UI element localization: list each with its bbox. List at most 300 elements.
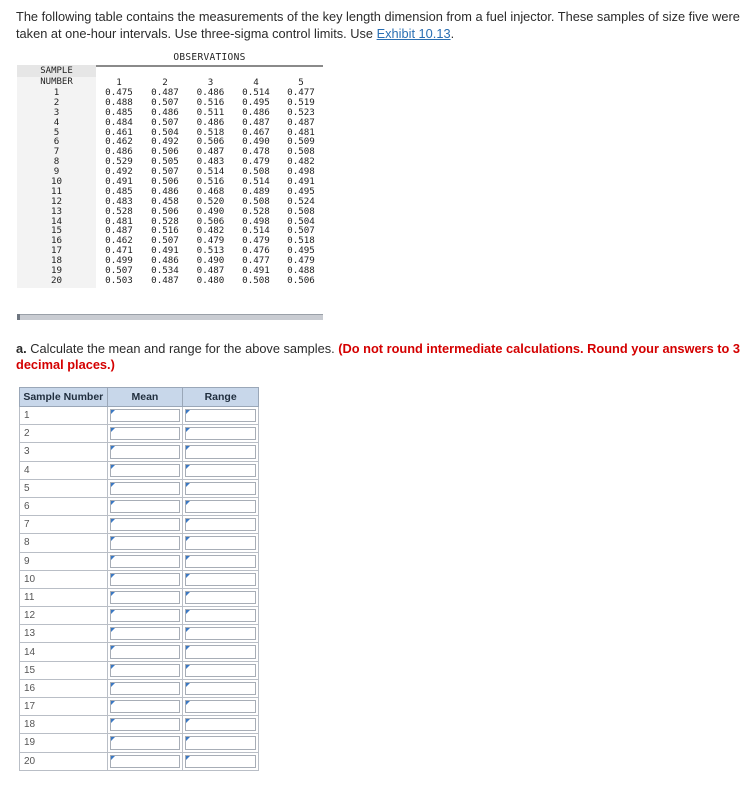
mean-input[interactable] [110, 591, 181, 604]
range-input[interactable] [185, 482, 256, 495]
answer-sample-number: 9 [20, 552, 108, 570]
observation-value: 0.508 [287, 205, 315, 217]
range-input[interactable] [185, 664, 256, 677]
observation-value: 0.479 [242, 156, 270, 168]
mean-input-cell [107, 461, 183, 479]
answer-sample-number: 6 [20, 497, 108, 515]
input-corner-marker [186, 556, 190, 560]
table-scrollbar[interactable] [17, 314, 323, 320]
observation-value: 0.489 [242, 185, 270, 197]
sample-number: 17 [50, 245, 63, 257]
observation-value: 0.468 [196, 185, 225, 197]
observation-value: 0.479 [196, 235, 225, 247]
observation-value: 0.514 [242, 176, 270, 188]
observation-row [17, 276, 323, 286]
observation-value: 0.498 [242, 215, 270, 227]
answer-row [20, 607, 259, 625]
observation-value: 0.477 [242, 255, 270, 267]
answer-sample-number: 18 [20, 716, 108, 734]
sample-label-line2: NUMBER [40, 77, 73, 87]
range-input-cell [183, 570, 259, 588]
observation-value: 0.528 [105, 205, 133, 217]
input-corner-marker [111, 665, 115, 669]
intro-end: . [450, 26, 455, 41]
column-label: 1 [116, 77, 122, 88]
observation-value: 0.513 [196, 245, 225, 257]
intro-text: The following table contains the measurements of the key length dimension from a fuel injector. These samples of size five were taken at one-hour intervals. Use three-sigma control limits. Use [16, 9, 740, 41]
sample-number: 5 [53, 126, 60, 138]
observation-value: 0.514 [242, 87, 270, 98]
observation-value: 0.507 [151, 96, 179, 108]
answer-row [20, 570, 259, 588]
header-sample-number: Sample Number [20, 388, 108, 407]
problem-intro [16, 8, 741, 42]
mean-input-cell [107, 734, 183, 752]
range-input[interactable] [185, 536, 256, 549]
observation-value: 0.462 [105, 235, 133, 247]
range-input[interactable] [185, 609, 256, 622]
mean-input[interactable] [110, 609, 181, 622]
mean-input-cell [107, 607, 183, 625]
sample-number: 4 [53, 116, 60, 128]
answer-sample-number: 17 [20, 698, 108, 716]
observation-value: 0.481 [105, 215, 133, 227]
observation-value: 0.524 [287, 195, 315, 207]
observation-value: 0.516 [196, 96, 225, 108]
observation-value: 0.486 [196, 87, 225, 98]
input-corner-marker [186, 719, 190, 723]
input-corner-marker [186, 665, 190, 669]
mean-input[interactable] [110, 755, 181, 768]
observation-value: 0.508 [287, 146, 315, 158]
observation-value: 0.487 [287, 116, 315, 128]
mean-input[interactable] [110, 682, 181, 695]
observation-value: 0.498 [287, 166, 315, 178]
range-input-cell [183, 443, 259, 461]
range-input-cell [183, 607, 259, 625]
mean-input-cell [107, 516, 183, 534]
mean-input-cell [107, 698, 183, 716]
range-input[interactable] [185, 573, 256, 586]
observation-value: 0.482 [196, 225, 225, 237]
observation-value: 0.507 [151, 235, 179, 247]
range-input-cell [183, 425, 259, 443]
exhibit-link[interactable]: Exhibit 10.13 [376, 26, 451, 41]
column-label: 2 [162, 77, 168, 88]
range-input-cell [183, 625, 259, 643]
mean-input[interactable] [110, 700, 181, 713]
observation-value: 0.507 [151, 166, 179, 178]
input-corner-marker [111, 428, 115, 432]
observation-value: 0.492 [105, 166, 133, 178]
range-input-cell [183, 752, 259, 770]
input-corner-marker [186, 610, 190, 614]
observation-value: 0.507 [287, 225, 315, 237]
observation-value: 0.504 [151, 126, 179, 138]
observation-value: 0.487 [151, 87, 179, 98]
observation-value: 0.508 [242, 274, 270, 286]
range-input-cell [183, 661, 259, 679]
mean-input[interactable] [110, 573, 181, 586]
range-input[interactable] [185, 645, 256, 658]
input-corner-marker [186, 701, 190, 705]
observation-value: 0.508 [242, 195, 270, 207]
mean-input-cell [107, 552, 183, 570]
observation-value: 0.486 [151, 185, 179, 197]
observation-value: 0.506 [196, 215, 225, 227]
answer-row [20, 716, 259, 734]
header-mean: Mean [107, 388, 183, 407]
input-corner-marker [111, 719, 115, 723]
sample-number: 8 [53, 156, 60, 168]
observation-value: 0.479 [287, 255, 315, 267]
answer-sample-number: 19 [20, 734, 108, 752]
observation-value: 0.518 [196, 126, 225, 138]
mean-input[interactable] [110, 645, 181, 658]
range-input-cell [183, 588, 259, 606]
range-input[interactable] [185, 700, 256, 713]
answer-sample-number: 5 [20, 479, 108, 497]
range-input-cell [183, 407, 259, 425]
observation-value: 0.529 [105, 156, 133, 168]
input-corner-marker [111, 756, 115, 760]
sample-number: 10 [50, 176, 63, 188]
range-input-cell [183, 479, 259, 497]
observation-value: 0.487 [242, 116, 270, 128]
column-label: 3 [207, 77, 214, 88]
observation-value: 0.490 [196, 205, 225, 217]
observation-value: 0.471 [105, 245, 133, 257]
answer-sample-number: 16 [20, 679, 108, 697]
input-corner-marker [111, 683, 115, 687]
mean-input-cell [107, 570, 183, 588]
sample-number: 3 [53, 106, 60, 118]
observations-header: OBSERVATIONS [173, 52, 246, 63]
sample-number: 9 [53, 166, 60, 178]
observation-value: 0.516 [151, 225, 179, 237]
answer-sample-number: 8 [20, 534, 108, 552]
range-input-cell [183, 497, 259, 515]
mean-input[interactable] [110, 664, 181, 677]
question-text: Calculate the mean and range for the above samples. [26, 341, 339, 356]
range-input-cell [183, 734, 259, 752]
input-corner-marker [186, 683, 190, 687]
observation-value: 0.506 [151, 205, 179, 217]
observation-value: 0.487 [196, 146, 225, 158]
observation-value: 0.485 [105, 106, 133, 118]
observation-value: 0.491 [151, 245, 179, 257]
mean-input[interactable] [110, 500, 181, 513]
mean-input[interactable] [110, 518, 181, 531]
observation-value: 0.490 [196, 255, 225, 267]
observation-value: 0.506 [151, 146, 179, 158]
header-rule [96, 65, 323, 67]
answer-sample-number: 10 [20, 570, 108, 588]
input-corner-marker [111, 446, 115, 450]
mean-input-cell [107, 443, 183, 461]
input-corner-marker [186, 646, 190, 650]
range-input-cell [183, 643, 259, 661]
observation-value: 0.528 [151, 215, 179, 227]
mean-input-cell [107, 661, 183, 679]
answer-row [20, 698, 259, 716]
answer-sample-number: 15 [20, 661, 108, 679]
observation-value: 0.487 [151, 274, 179, 286]
sample-number-label [17, 66, 96, 88]
rounding-instruction: (Do not round intermediate calculations. Round your answers to 3 decimal places.) [16, 341, 741, 372]
observation-value: 0.486 [242, 106, 270, 118]
input-corner-marker [111, 646, 115, 650]
input-corner-marker [111, 592, 115, 596]
mean-input[interactable] [110, 736, 181, 749]
mean-input-cell [107, 625, 183, 643]
answer-sample-number: 11 [20, 588, 108, 606]
sample-number: 18 [50, 255, 63, 267]
mean-input[interactable] [110, 464, 181, 477]
observation-value: 0.478 [242, 146, 270, 158]
header-range: Range [183, 388, 259, 407]
input-corner-marker [111, 537, 115, 541]
observation-value: 0.528 [242, 205, 270, 217]
input-corner-marker [111, 556, 115, 560]
input-corner-marker [111, 610, 115, 614]
observation-value: 0.516 [196, 176, 225, 188]
range-input-cell [183, 679, 259, 697]
mean-input-cell [107, 716, 183, 734]
input-corner-marker [111, 465, 115, 469]
answer-row [20, 625, 259, 643]
answer-sample-number: 1 [20, 407, 108, 425]
observation-value: 0.476 [242, 245, 270, 257]
mean-input-cell [107, 679, 183, 697]
mean-input-cell [107, 752, 183, 770]
input-corner-marker [186, 446, 190, 450]
range-input-cell [183, 716, 259, 734]
answer-sample-number: 7 [20, 516, 108, 534]
range-input[interactable] [185, 682, 256, 695]
answer-row [20, 516, 259, 534]
observation-value: 0.504 [287, 215, 315, 227]
observation-value: 0.486 [151, 255, 179, 267]
observation-value: 0.518 [287, 235, 315, 247]
observation-value: 0.479 [242, 235, 270, 247]
input-corner-marker [111, 410, 115, 414]
answer-sample-number: 13 [20, 625, 108, 643]
range-input[interactable] [185, 755, 256, 768]
question-letter: a. [16, 341, 27, 356]
observation-value: 0.514 [242, 225, 270, 237]
observation-value: 0.488 [287, 265, 315, 277]
observation-value: 0.499 [105, 255, 133, 267]
observation-value: 0.523 [287, 106, 315, 118]
question-a [16, 341, 741, 373]
input-corner-marker [186, 465, 190, 469]
mean-input[interactable] [110, 555, 181, 568]
observation-value: 0.503 [105, 274, 133, 286]
observation-value: 0.480 [196, 274, 225, 286]
answer-table [19, 387, 259, 771]
observation-value: 0.507 [105, 265, 133, 277]
answer-row [20, 479, 259, 497]
answer-row [20, 407, 259, 425]
input-corner-marker [186, 756, 190, 760]
sample-number: 7 [53, 146, 60, 158]
answer-row [20, 661, 259, 679]
mean-input-cell [107, 588, 183, 606]
answer-sample-number: 14 [20, 643, 108, 661]
observation-value: 0.486 [105, 146, 133, 158]
observation-value: 0.484 [105, 116, 133, 128]
observation-value: 0.477 [287, 87, 315, 98]
answer-sample-number: 2 [20, 425, 108, 443]
input-corner-marker [186, 737, 190, 741]
observation-value: 0.506 [287, 274, 315, 286]
observation-value: 0.462 [105, 136, 133, 148]
sample-number: 2 [53, 96, 60, 108]
sample-number: 15 [50, 225, 63, 237]
input-corner-marker [111, 501, 115, 505]
range-input[interactable] [185, 500, 256, 513]
input-corner-marker [186, 628, 190, 632]
input-corner-marker [186, 537, 190, 541]
observation-value: 0.506 [196, 136, 225, 148]
sample-number: 11 [50, 185, 63, 197]
observation-value: 0.520 [196, 195, 225, 207]
range-input-cell [183, 461, 259, 479]
input-corner-marker [186, 592, 190, 596]
mean-input-cell [107, 479, 183, 497]
answer-row [20, 643, 259, 661]
input-corner-marker [111, 574, 115, 578]
observation-value: 0.495 [287, 245, 315, 257]
mean-input[interactable] [110, 627, 181, 640]
observation-value: 0.490 [242, 136, 270, 148]
mean-input-cell [107, 407, 183, 425]
observation-value: 0.495 [287, 185, 315, 197]
observation-value: 0.486 [196, 116, 225, 128]
mean-input[interactable] [110, 409, 181, 422]
observation-value: 0.461 [105, 126, 133, 138]
mean-input-cell [107, 643, 183, 661]
answer-sample-number: 3 [20, 443, 108, 461]
answer-row [20, 734, 259, 752]
mean-input[interactable] [110, 718, 181, 731]
input-corner-marker [186, 519, 190, 523]
sample-number: 20 [50, 274, 63, 286]
range-input[interactable] [185, 736, 256, 749]
input-corner-marker [186, 483, 190, 487]
answer-row [20, 443, 259, 461]
observation-value: 0.505 [151, 156, 179, 168]
answer-sample-number: 4 [20, 461, 108, 479]
mean-input[interactable] [110, 482, 181, 495]
sample-number: 14 [50, 215, 63, 227]
observation-value: 0.491 [287, 176, 315, 188]
range-input[interactable] [185, 518, 256, 531]
answer-sample-number: 20 [20, 752, 108, 770]
answer-row [20, 497, 259, 515]
sample-number: 12 [50, 195, 63, 207]
observation-value: 0.491 [105, 176, 133, 188]
observation-value: 0.486 [151, 106, 179, 118]
observation-value: 0.475 [105, 87, 133, 98]
input-corner-marker [111, 737, 115, 741]
mean-input-cell [107, 425, 183, 443]
range-input[interactable] [185, 627, 256, 640]
range-input[interactable] [185, 409, 256, 422]
input-corner-marker [111, 628, 115, 632]
range-input[interactable] [185, 591, 256, 604]
range-input-cell [183, 516, 259, 534]
input-corner-marker [186, 428, 190, 432]
mean-input-cell [107, 497, 183, 515]
answer-row [20, 534, 259, 552]
input-corner-marker [111, 701, 115, 705]
range-input[interactable] [185, 427, 256, 440]
answer-row [20, 588, 259, 606]
observation-value: 0.511 [196, 106, 225, 118]
answer-row [20, 752, 259, 770]
range-input-cell [183, 552, 259, 570]
answer-row [20, 461, 259, 479]
observation-value: 0.509 [287, 136, 315, 148]
range-input-cell [183, 534, 259, 552]
observations-table [17, 52, 323, 320]
observation-value: 0.482 [287, 156, 315, 168]
sample-number: 13 [50, 205, 63, 217]
observation-value: 0.467 [242, 126, 270, 138]
observation-value: 0.488 [105, 96, 133, 108]
mean-input[interactable] [110, 536, 181, 549]
observation-value: 0.485 [105, 185, 133, 197]
observation-value: 0.507 [151, 116, 179, 128]
column-label: 4 [253, 77, 259, 88]
observation-value: 0.491 [242, 265, 270, 277]
range-input[interactable] [185, 464, 256, 477]
range-input-cell [183, 698, 259, 716]
observation-value: 0.483 [196, 156, 225, 168]
mean-input-cell [107, 534, 183, 552]
observation-rows [17, 88, 323, 286]
input-corner-marker [186, 501, 190, 505]
sample-number: 19 [50, 265, 63, 277]
observation-value: 0.487 [105, 225, 133, 237]
range-input[interactable] [185, 718, 256, 731]
range-input[interactable] [185, 555, 256, 568]
mean-input[interactable] [110, 427, 181, 440]
sample-label-line1: SAMPLE [40, 66, 73, 76]
answer-sample-number: 12 [20, 607, 108, 625]
scrollbar-handle[interactable] [17, 314, 20, 320]
observation-value: 0.514 [196, 166, 225, 178]
observation-value: 0.481 [287, 126, 315, 138]
observation-value: 0.495 [242, 96, 270, 108]
observation-value: 0.487 [196, 265, 225, 277]
observation-value: 0.483 [105, 195, 133, 207]
observation-value: 0.534 [151, 265, 179, 277]
sample-number: 6 [53, 136, 60, 148]
observation-value: 0.519 [287, 96, 315, 108]
input-corner-marker [111, 483, 115, 487]
input-corner-marker [186, 574, 190, 578]
observation-value: 0.506 [151, 176, 179, 188]
answer-row [20, 552, 259, 570]
sample-number: 16 [50, 235, 63, 247]
input-corner-marker [111, 519, 115, 523]
mean-input[interactable] [110, 445, 181, 458]
column-label: 5 [298, 77, 304, 88]
range-input[interactable] [185, 445, 256, 458]
